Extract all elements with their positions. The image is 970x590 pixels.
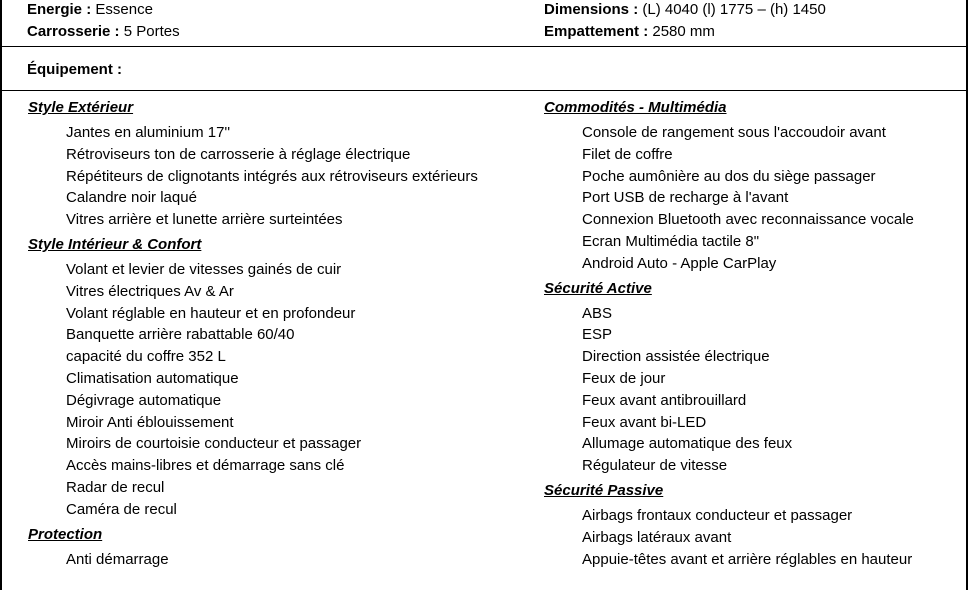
section-title-style-interieur-confort: Style Intérieur & Confort [28, 235, 202, 253]
equipment-column-right [544, 94, 914, 570]
equipment-item: Anti démarrage [66, 550, 169, 568]
spec-empattement: Empattement : 2580 mm [544, 23, 715, 40]
spec-empattement-label: Empattement [544, 23, 640, 40]
equipment-item: Volant réglable en hauteur et en profondeur [66, 304, 356, 322]
equipment-item: Accès mains-libres et démarrage sans clé [66, 457, 345, 475]
equipment-item: Rétroviseurs ton de carrosserie à réglage électrique [66, 145, 411, 163]
divider-top [2, 46, 966, 47]
equipment-item: Filet de coffre [582, 145, 673, 163]
section-title-securite-passive: Sécurité Passive [544, 481, 664, 499]
equipment-item: Port USB de recharge à l'avant [582, 189, 789, 207]
equipement-title: Équipement : [27, 61, 123, 78]
section-title-commodites-multimedia: Commodités - Multimédia [544, 99, 727, 116]
spec-dimensions: Dimensions : (L) 4040 (l) 1775 – (h) 1450 [544, 1, 826, 18]
equipment-item: ABS [582, 304, 613, 322]
spec-carrosserie-value: 5 Portes [123, 23, 180, 40]
equipment-item: Airbags frontaux conducteur et passager [582, 506, 853, 524]
spec-dimensions-label: Dimensions [544, 1, 630, 18]
spec-empattement-value: 2580 mm [652, 23, 715, 40]
spec-carrosserie-label: Carrosserie [27, 23, 111, 40]
equipment-item: Régulateur de vitesse [582, 457, 728, 475]
equipment-item: Poche aumônière au dos du siège passager [582, 167, 876, 185]
equipment-item: Répétiteurs de clignotants intégrés aux rétroviseurs extérieurs [66, 167, 478, 185]
equipment-column-left [28, 94, 478, 570]
equipment-item: Miroir Anti éblouissement [66, 413, 234, 431]
equipment-item: capacité du coffre 352 L [66, 348, 226, 366]
divider-equipement [2, 90, 966, 91]
equipment-item: Appuie-têtes avant et arrière réglables en hauteur [582, 550, 913, 568]
equipment-item: ESP [582, 326, 613, 344]
equipment-item: Feux avant bi-LED [582, 413, 707, 431]
equipment-item: Calandre noir laqué [66, 189, 197, 207]
spec-energie: Energie : Essence [27, 1, 153, 18]
section-title-style-exterieur: Style Extérieur [28, 99, 134, 116]
equipment-item: Allumage automatique des feux [582, 435, 793, 453]
spec-carrosserie: Carrosserie : 5 Portes [27, 23, 180, 40]
equipment-item: Airbags latéraux avant [582, 528, 732, 546]
equipment-item: Vitres arrière et lunette arrière surteintées [66, 211, 343, 229]
equipment-item: Climatisation automatique [66, 369, 239, 387]
equipment-item: Dégivrage automatique [66, 391, 222, 409]
equipment-item: Banquette arrière rabattable 60/40 [66, 326, 295, 344]
equipment-item: Feux avant antibrouillard [582, 391, 747, 409]
equipment-item: Miroirs de courtoisie conducteur et passager [66, 435, 362, 453]
equipment-item: Jantes en aluminium 17'' [66, 124, 231, 141]
equipment-item: Ecran Multimédia tactile 8" [582, 232, 760, 250]
spec-dimensions-value: (L) 4040 (l) 1775 – (h) 1450 [642, 1, 826, 18]
equipment-item: Volant et levier de vitesses gainés de cuir [66, 260, 342, 278]
section-title-securite-active: Sécurité Active [544, 279, 652, 297]
section-title-protection: Protection [28, 525, 103, 543]
equipment-item: Android Auto - Apple CarPlay [582, 254, 777, 272]
equipment-item: Console de rangement sous l'accoudoir avant [582, 124, 886, 141]
equipment-item: Radar de recul [66, 478, 165, 496]
spec-energie-value: Essence [95, 1, 153, 18]
equipment-item: Caméra de recul [66, 500, 177, 518]
equipment-item: Connexion Bluetooth avec reconnaissance vocale [582, 211, 914, 229]
equipment-item: Feux de jour [582, 369, 666, 387]
equipment-item: Direction assistée électrique [582, 348, 770, 366]
spec-energie-label: Energie [27, 1, 83, 18]
equipment-item: Vitres électriques Av & Ar [66, 282, 234, 300]
